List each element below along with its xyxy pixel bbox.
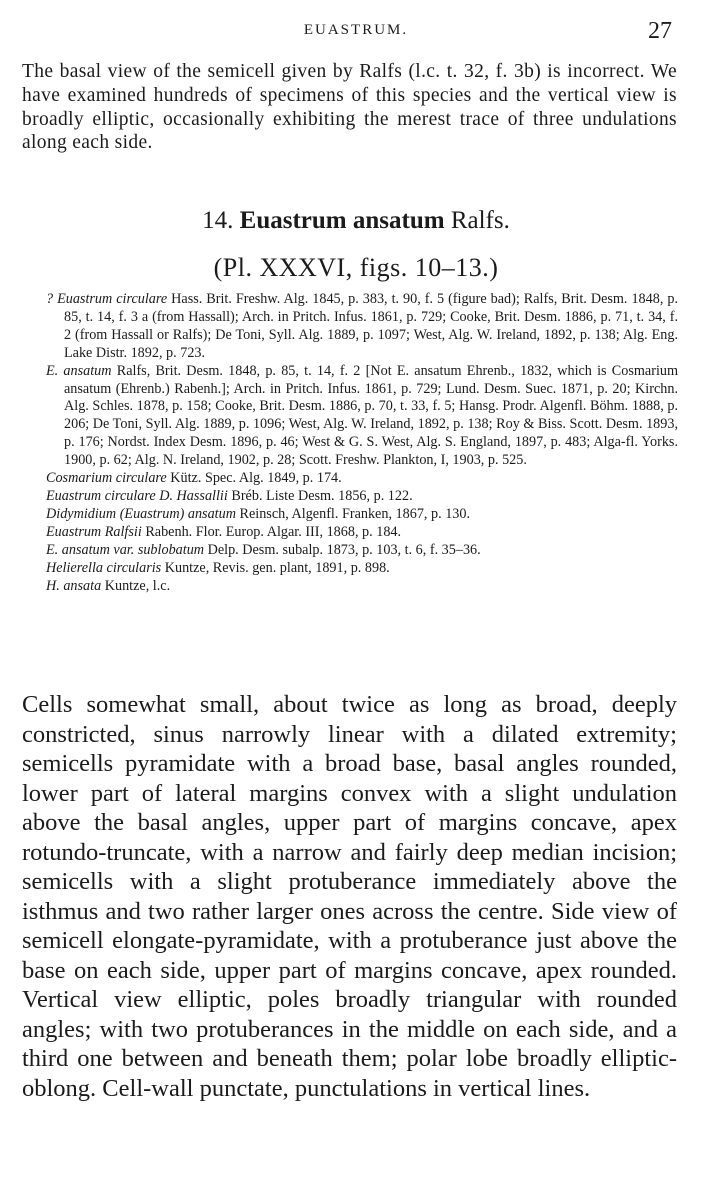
synonym-citation: Rabenh. Flor. Europ. Algar. III, 1868, p. 184. <box>141 523 402 540</box>
synonym-citation: Reinsch, Algenfl. Franken, 1867, p. 130. <box>235 505 471 522</box>
synonym-citation: Bréb. Liste Desm. 1856, p. 122. <box>227 487 413 504</box>
intro-paragraph: The basal view of the semicell given by Ralfs (l.c. t. 32, f. 3b) is incorrect. We have examined hundreds of specimens of this species and the vertical view is broadly elliptic, occasionally exhibiting the merest trace of three undulations along each side. <box>22 61 677 154</box>
synonym-name: H. ansata <box>46 577 102 594</box>
running-title: EUASTRUM. <box>303 22 409 38</box>
synonym-name: E. ansatum var. sublobatum <box>46 541 205 558</box>
synonym-name: E. ansatum <box>46 362 112 379</box>
synonym-citation: Kütz. Spec. Alg. 1849, p. 174. <box>166 470 342 487</box>
synonym-entry <box>46 506 678 524</box>
synonym-name: Helierella circularis <box>46 559 162 576</box>
synonym-entry <box>46 524 678 542</box>
synonym-name: Didymidium (Euastrum) ansatum <box>46 505 236 522</box>
plate-reference: (Pl. XXXVI, figs. 10–13.) <box>213 253 499 282</box>
synonym-name: Euastrum circulare D. Hassallii <box>46 487 228 504</box>
species-authority: Ralfs. <box>450 207 510 234</box>
synonymy-list <box>46 291 678 595</box>
synonym-entry <box>46 488 678 506</box>
synonym-citation: Hass. Brit. Freshw. Alg. 1845, p. 383, t. 90, f. 5 (figure bad); Ralfs, Brit. Desm. 1848, p. 85, t. 14, f. 3 a (from Hassall); Arch. in Pritch. Infus. 1861, p. 729; Cooke, Brit. Desm. 1886, p. 71, t. 34, f. 2 (from Hassall or Ralfs); De Toni, Syll. Alg. 1889, p. 1097; West, Alg. W. Ireland, 1892, p. 138; Alg. Eng. Lake Distr. 1892, p. 723. <box>64 291 678 361</box>
synonym-citation: Delp. Desm. subalp. 1873, p. 103, t. 6, f. 35–36. <box>204 541 481 558</box>
synonym-citation: Kuntze, Revis. gen. plant, 1891, p. 898. <box>161 559 390 576</box>
synonym-citation: Ralfs, Brit. Desm. 1848, p. 85, t. 14, f. 2 [Not E. ansatum Ehrenb., 1832, which is Cosmarium ansatum (Ehrenb.) Rabenh.]; Arch. in Pritch. Infus. 1861, p. 729; Lund. Desm. Suec. 1871, p. 20; Kirchn. Alg. Schles. 1878, p. 158; Cooke, Brit. Desm. 1886, p. 70, t. 33, f. 5; Hansg. Prodr. Algenfl. Böhm. 1888, p. 206; De Toni, Syll. Alg. 1889, p. 1096; West, Alg. W. Ireland, 1892, p. 138; Roy & Biss. Scott. Desm. 1893, p. 176; Nordst. Index Desm. 1896, p. 46; West & G. S. West, Alg. S. England, 1897, p. 483; Alga-fl. Yorks. 1900, p. 62; Alg. N. Ireland, 1902, p. 28; Scott. Freshw. Plankton, I, 1903, p. 525. <box>64 362 679 469</box>
synonym-entry <box>46 470 678 488</box>
synonym-entry <box>46 363 678 470</box>
synonym-name: Cosmarium circulare <box>46 470 167 487</box>
species-heading <box>0 207 712 235</box>
synonym-name: Euastrum Ralfsii <box>46 523 142 540</box>
species-name: Euastrum ansatum <box>239 207 445 234</box>
running-head <box>0 18 712 48</box>
synonym-name: ? Euastrum circulare <box>46 291 168 307</box>
synonym-citation: Kuntze, l.c. <box>101 577 171 594</box>
page-number: 27 <box>648 18 672 44</box>
species-description: Cells somewhat small, about twice as long as broad, deeply constricted, sinus narrowly linear with a dilated extremity; semicells pyramidate with a broad base, basal angles rounded, lower part of lateral margins convex with a slight undulation above the basal angles, upper part of margins concave, apex rotundo-truncate, with a narrow and fairly deep median incision; semicells with a slight protuberance immediately above the isthmus and two rather larger ones across the centre. Side view of semicell elongate-pyramidate, with a protuberance just above the base on each side, upper part of margins concave, apex rounded. Vertical view elliptic, poles broadly triangular with rounded angles; with two protuberances in the middle on each side, and a third one between and beneath them; polar lobe broadly elliptic-oblong. Cell-wall punctate, punctulations in vertical lines. <box>22 691 677 1102</box>
synonym-entry <box>46 291 678 363</box>
synonym-entry <box>46 560 678 578</box>
species-number: 14. <box>202 207 234 234</box>
synonym-entry <box>46 542 678 560</box>
synonym-entry <box>46 578 678 596</box>
